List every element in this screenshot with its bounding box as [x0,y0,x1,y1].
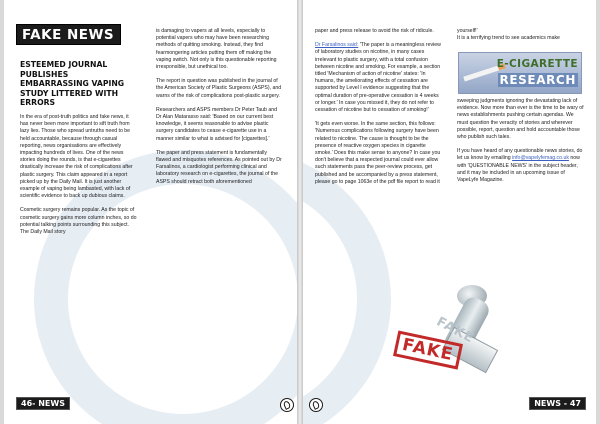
e-cigarette-research-image [458,52,582,94]
ad-title: E-CIGARETTE [496,58,578,70]
article-column-4-continued [457,98,585,191]
article-column-2 [156,28,282,193]
ad-subtitle: RESEARCH [499,73,576,87]
page-number-right: NEWS - 47 [529,397,586,410]
fake-stamp-image [395,285,525,380]
body-paragraph: Researchers and ASPS members Dr Peter Taub and Dr Alan Matarasso said: 'Based on our current best knowledge, it seems reasonable to advise plastic surgery candidates to cease e-cigarette use in a manner similar to what is advised for [cigarettes].' [156,106,278,142]
body-paragraph: In the era of post-truth politics and fake news, it has never been more important to sift truth from lazy lies. Those who spread untruths need to be held accountable, because through casual reporting, news organisations are effectively impacting hundreds of lives. One of the news stories doing the rounds, is that e-cigarettes drastically increase the risk of complications after plastic surgery. This claim appeared in a report picked up by the Daily Mail. It is just another example of vaping being lambasted, with lack of scientific evidence to back up dubious claims. [20,114,133,200]
fake-news-banner: FAKE NEWS [16,24,121,45]
contact-paragraph: If you have heard of any questionable news stories, do let us know by emailing info@vapelyfemag.co.uk now with 'QUESTIONABLE NEWS' in the subject header, and it may be included in an upcoming issue of VapeLyfe Magazine. [457,148,583,184]
body-paragraph: is damaging to vapers at all levels, especially to potential vapers who may have been researching methods of quitting smoking. Instead, they find fearmongering articles putting them off making the vaping switch. Not only is this questionable reporting irresponsible, but unethical too. [156,28,277,71]
body-paragraph: Cosmetic surgery remains popular. As the topic of cosmetic surgery gains more column inches, so do potential talking points surrounding this subject. The Daily Mail story [20,207,137,236]
body-paragraph: The report in question was published in the journal of the American Society of Plastic Surgeons (ASPS), and warns of the risk of complications post-plastic surgery. [156,78,282,99]
stamp-handle-text: FAKE [433,314,477,347]
body-paragraph: 'It gets even worse. In the same section, this follows: 'Numerous complications following surgery have been related to nicotine. The cause is thought to be the presence of reactive oxygen species in cigarette smoke.' Does this make sense to anyone? In case you don't believe that a respected journal could ever allow such statements pass the peer-review process, get published and be accompanied by a press statement, please go to page 1063e of the pdf file report to read it [315,121,441,185]
fake-stamp-mark: FAKE [393,330,463,369]
body-paragraph: The paper and press statement is fundamentally flawed and misquotes references. As pointed out by Dr Farsalinos, a cardiologist performing clinical and laboratory research on e-cigarettes, the journal of the ASPS should retract both aforementioned [156,149,282,185]
body-paragraph: yourself!' [457,28,478,34]
article-headline: ESTEEMED JOURNAL PUBLISHES EMBARRASSING VAPING STUDY LITTERED WITH ERRORS [20,60,125,108]
email-link[interactable]: info@vapelyfemag.co.uk [512,155,569,162]
body-paragraph: paper and press release to avoid the risk of ridicule. [315,28,434,34]
magazine-logo-icon [280,398,294,412]
article-column-4 [457,28,585,49]
body-paragraph: It is a terrifying trend to see academics make [457,35,560,42]
right-page [303,0,596,424]
farsalinos-link[interactable]: Dr Farsalinos said: [315,42,359,49]
page-number-left: 46- NEWS [16,397,70,410]
quote-text: 'The paper is a meaningless review of laboratory studies on nicotine, in many cases irrelevant to plastic surgery, with a total confusion between nicotine and smoking. For example, a section titled 'Mechanism of action of nicotine' states: 'In humans, the ameliorating effects of cessation are supported by Level I evidence suggesting that the optimal duration of pre-operative cessation is 4 weeks or longer.' In case you missed it, they do not refer to cessation of nicotine but to cessation of smoking!' [315,42,441,114]
quote-paragraph [315,42,441,114]
article-column-1 [20,114,138,243]
body-paragraph: sweeping judgments ignoring the devastating lack of evidence. Now more than ever is the time to be wary of news establishments pushing certain agendas. We must question the veracity of stories and wherever possible, report, question and hold accountable those who publish such tales. [457,98,584,141]
magazine-logo-icon [309,398,323,412]
article-column-3 [315,28,441,193]
left-page [4,0,297,424]
